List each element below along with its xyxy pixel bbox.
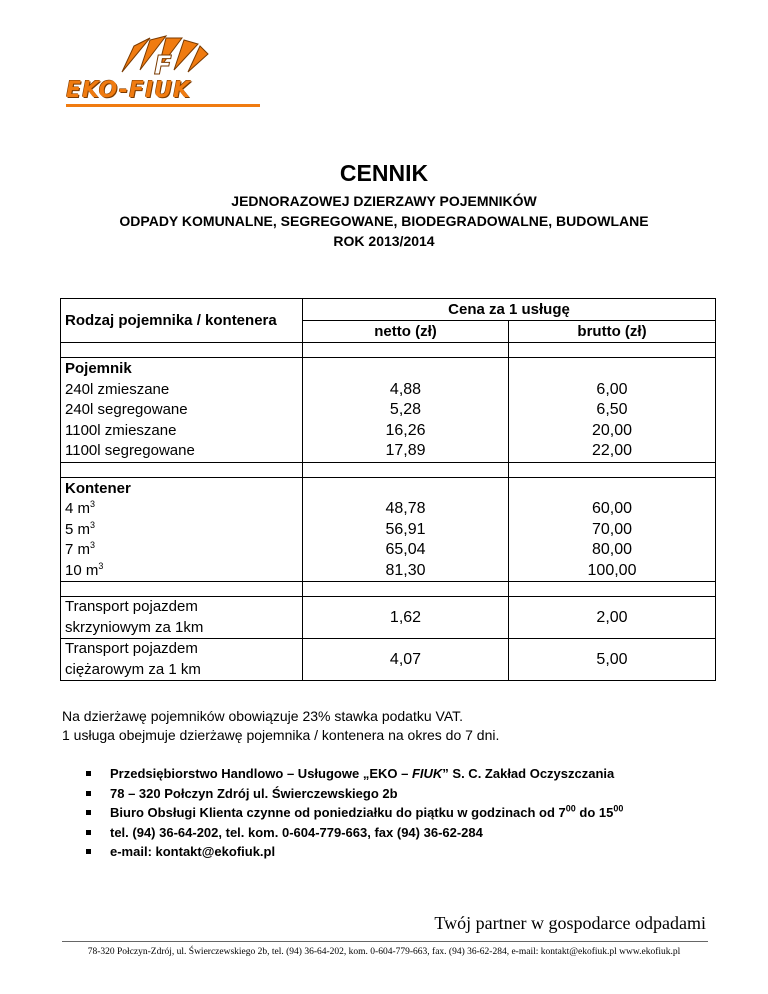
- price-value: 56,91: [385, 520, 426, 538]
- price-value: 4,88: [389, 380, 422, 398]
- price-value: 17,89: [385, 442, 426, 459]
- pojemnik-netto: [303, 380, 509, 463]
- contact-list: [84, 764, 623, 862]
- list-item: 1100l zmieszane: [65, 421, 177, 439]
- price-table: [60, 298, 716, 681]
- kontener-netto: [303, 499, 509, 582]
- price-value: 5,28: [389, 401, 422, 418]
- transport-skrzyniowy-netto: 1,62: [303, 597, 509, 639]
- transport-ciezarowy-brutto: 5,00: [509, 639, 716, 681]
- section-pojemnik: Pojemnik: [61, 358, 303, 380]
- contact-phones: tel. (94) 36-64-202, tel. kom. 0-604-779-663, fax (94) 36-62-284: [84, 823, 623, 843]
- price-value: 65,04: [385, 541, 426, 558]
- list-item: 240l segregowane: [65, 401, 188, 418]
- price-value: 80,00: [591, 541, 633, 558]
- transport-ciezarowy: Transport pojazdem ciężarowym za 1 km: [61, 639, 303, 681]
- section-kontener: Kontener: [61, 477, 303, 499]
- price-value: 6,00: [596, 380, 628, 398]
- price-value: 70,00: [591, 520, 633, 538]
- price-value: 6,50: [596, 401, 628, 418]
- transport-ciezarowy-netto: 4,07: [303, 639, 509, 681]
- slogan: Twój partner w gospodarce odpadami: [434, 913, 706, 933]
- subtitle-line-3: ROK 2013/2014: [333, 233, 435, 249]
- footer-address: 78-320 Połczyn-Zdrój, ul. Świerczewskiego 2b, tel. (94) 36-64-202, kom. 0-604-779-663, fax. (94) 36-62-284, e-mail: kontakt@ekofiuk.pl www.ekofiuk.pl: [87, 947, 681, 957]
- contact-hours: Biuro Obsługi Klienta czynne od poniedziałku do piątku w godzinach od $7^{00}$ do $15^{00}$: [84, 803, 623, 823]
- price-value: 81,30: [385, 561, 426, 579]
- transport-skrzyniowy: Transport pojazdem skrzyniowym za 1km: [61, 597, 303, 639]
- transport-skrzyniowy-brutto: 2,00: [509, 597, 716, 639]
- pojemnik-items: [61, 380, 303, 463]
- header-price: Cena za 1 usługę: [303, 299, 716, 321]
- list-item: 1100l segregowane: [65, 442, 195, 459]
- header-brutto: brutto (zł): [509, 321, 716, 343]
- header-netto: netto (zł): [303, 321, 509, 343]
- kontener-items: [61, 499, 303, 582]
- price-value: 48,78: [385, 500, 426, 517]
- logo-underline: [66, 104, 260, 107]
- logo-letter: F: [154, 51, 172, 81]
- contact-company: Przedsiębiorstwo Handlowo – Usługowe „EKO – FIUK” S. C. Zakład Oczyszczania: [84, 764, 623, 784]
- price-value: 22,00: [591, 442, 633, 459]
- subtitle-line-2: ODPADY KOMUNALNE, SEGREGOWANE, BIODEGRADOWALNE, BUDOWLANE: [119, 213, 649, 229]
- price-value: 60,00: [591, 500, 633, 517]
- logo-text: EKO-FIUK: [66, 78, 192, 103]
- contact-email[interactable]: e-mail: kontakt@ekofiuk.pl: [84, 842, 623, 862]
- pojemnik-brutto: [509, 380, 716, 463]
- list-item: 240l zmieszane: [65, 380, 170, 398]
- page-title: CENNIK: [339, 160, 429, 186]
- price-value: 16,26: [385, 421, 426, 439]
- header-container-type: Rodzaj pojemnika / kontenera: [61, 299, 303, 343]
- list-item: 10 $m^3$: [65, 560, 104, 579]
- subtitle-line-1: JEDNORAZOWEJ DZIERZAWY POJEMNIKÓW: [231, 193, 537, 209]
- price-value: 100,00: [587, 561, 637, 579]
- kontener-brutto: [509, 499, 716, 582]
- list-item: 4 $m^3$: [65, 499, 96, 517]
- list-item: 7 $m^3$: [65, 540, 96, 558]
- vat-note: Na dzierżawę pojemników obowiązuje 23% stawka podatku VAT. 1 usługa obejmuje dzierżawę pojemnika / kontenera na okres do 7 dni.: [62, 708, 500, 743]
- price-value: 20,00: [591, 421, 633, 439]
- footer-divider: [62, 941, 708, 942]
- list-item: 5 $m^3$: [65, 519, 96, 538]
- contact-address: 78 – 320 Połczyn Zdrój ul. Świerczewskiego 2b: [84, 784, 623, 804]
